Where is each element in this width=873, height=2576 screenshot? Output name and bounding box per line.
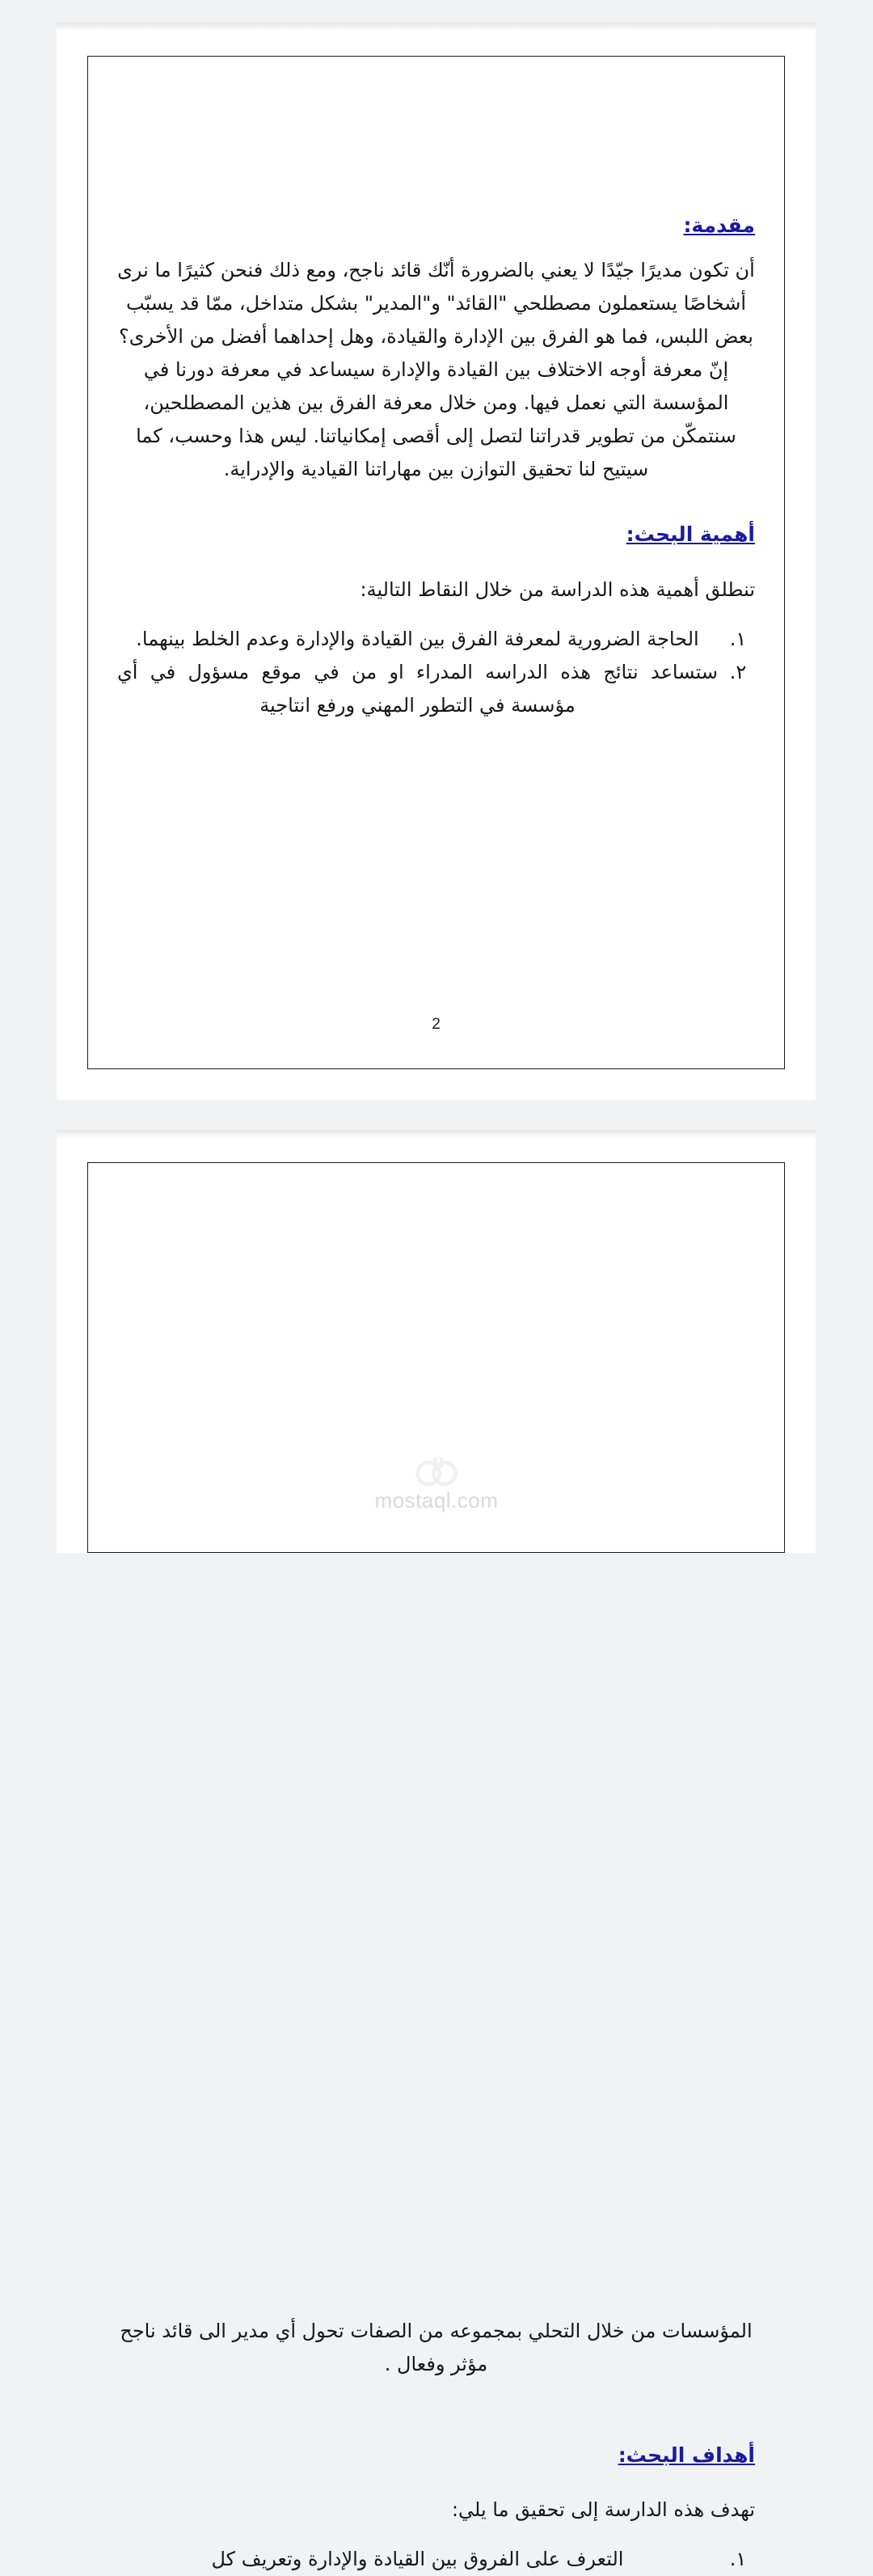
heading-introduction: مقدمة:: [683, 214, 755, 237]
spacer: [117, 607, 755, 623]
sheet-shadow: [57, 1130, 816, 1138]
importance-list: [117, 623, 755, 722]
spacer: [117, 2468, 755, 2494]
list-item-marker: ١.: [729, 627, 747, 650]
spacer: [117, 238, 755, 254]
page-number: 2: [432, 1016, 441, 1033]
list-item-text: ستساعد نتائج هذه الدراسه المدراء او من في موقع مسؤول في أي مؤسسة في التطور المهني ورفع انتاجية: [117, 660, 718, 717]
spacer: [117, 2381, 755, 2417]
list-item: [117, 2543, 747, 2576]
spacer: [117, 2417, 755, 2443]
sheet-shadow: [57, 23, 816, 31]
paragraph-importance-lead: تنطلق أهمية هذه الدراسة من خلال النقاط التالية:: [360, 577, 755, 601]
paragraph-continuation: المؤسسات من خلال التحلي بمجموعه من الصفات تحول أي مدير الى قائد ناجح مؤثر وفعال .: [120, 2320, 753, 2375]
list-item: [117, 656, 747, 722]
list-item-marker: ١.: [729, 2548, 747, 2571]
list-item-marker: ٢.: [729, 660, 747, 683]
page-sheet-2: [57, 1130, 816, 2571]
spacer: [117, 2527, 755, 2543]
heading-research-objectives: أهداف البحث:: [618, 2443, 755, 2467]
page-sheet-1: [57, 23, 816, 1100]
list-item: [117, 623, 747, 656]
list-item-text: التعرف على الفروق بين القيادة والإدارة وتعريف كل: [211, 2548, 624, 2571]
paragraph-objectives-lead: تهدف هذه الدارسة إلى تحقيق ما يلي:: [451, 2498, 755, 2522]
spacer: [117, 486, 755, 522]
spacer: [117, 548, 755, 573]
page-content-border-2: [87, 1162, 785, 1553]
page-2-content: [117, 2315, 755, 2576]
objectives-list: [117, 2543, 755, 2576]
heading-research-importance: أهمية البحث:: [626, 522, 755, 547]
paragraph-introduction: أن تكون مديرًا جيّدًا لا يعني بالضرورة أنّك قائد ناجح، ومع ذلك فنحن كثيرًا ما نرى أشخاصًا يستعملون مصطلحي "القائد" و"المدير" بشكل متداخل، ممّا قد يسبّب بعض اللبس، فما هو الفرق بين الإدارة والقيادة، وهل إحداهما أفضل من الأخرى؟ إنّ معرفة أوجه الاختلاف بين القيادة والإدارة سيساعد في معرفة دورنا في المؤسسة التي نعمل فيها. ومن خلال معرفة الفرق بين هذين المصطلحين، سنتمكّن من تطوير قدراتنا لتصل إلى أقصى إمكانياتنا. ليس هذا وحسب، كما سيتيح لنا تحقيق التوازن بين مهاراتنا القيادية والإدراية.: [117, 259, 755, 481]
page-1-content: [117, 213, 755, 722]
list-item-text: الحاجة الضرورية لمعرفة الفرق بين القيادة والإدارة وعدم الخلط بينهما.: [136, 627, 699, 650]
watermark-text: mostaql.com: [374, 1488, 499, 1512]
